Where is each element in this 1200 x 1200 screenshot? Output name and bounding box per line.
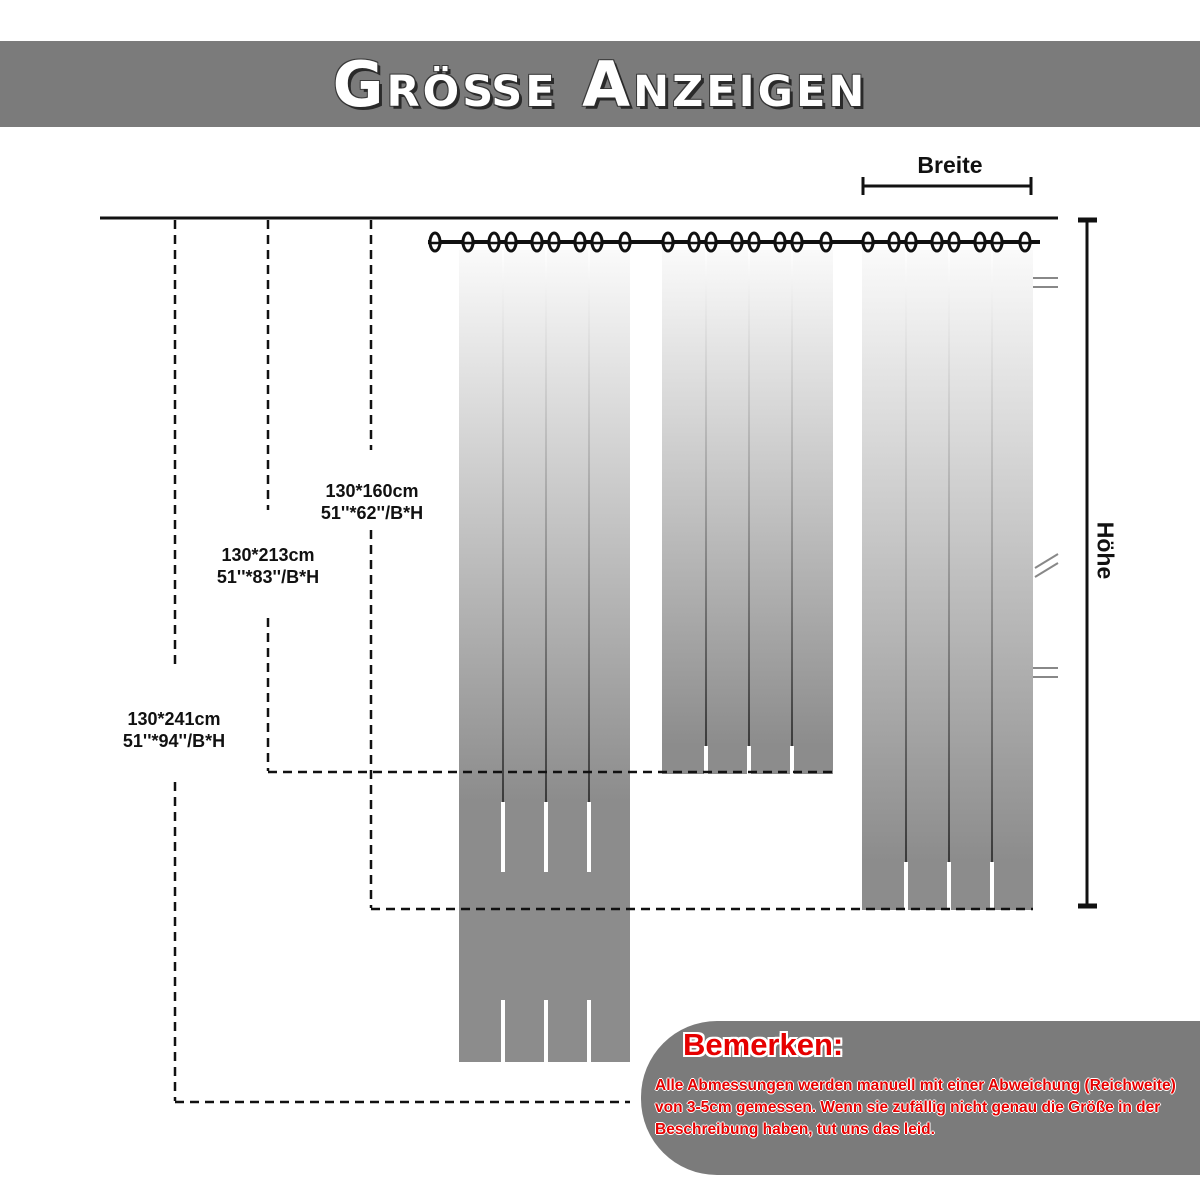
curtain-medium [662, 250, 833, 874]
note-text: Alle Abmessungen werden manuell mit einer Abweichung (Reichweite) von 3-5cm gemessen. Wenn sie zufällig nicht genau die Größe in der Beschreibung haben, tut uns das leid. [655, 1077, 1176, 1138]
width-label: Breite [917, 152, 983, 178]
size-241-inch: 51''*94''/B*H [122, 731, 226, 751]
curtain-long [459, 250, 630, 1062]
note-box [641, 1021, 1200, 1175]
page-title: Größe Anzeigen [332, 47, 868, 121]
size-label-213 [198, 544, 338, 588]
note-title: Bemerken: [683, 1027, 844, 1062]
size-label-241 [104, 708, 244, 752]
size-160-cm: 130*160cm [325, 481, 419, 501]
height-label: Höhe [1092, 521, 1119, 580]
wall-marks [1033, 278, 1058, 677]
size-label-160 [302, 480, 442, 524]
size-241-cm: 130*241cm [127, 709, 221, 729]
size-213-inch: 51''*83''/B*H [216, 567, 320, 587]
curtain-short [862, 250, 1033, 910]
width-bracket [863, 177, 1031, 195]
size-160-inch: 51''*62''/B*H [320, 503, 424, 523]
size-213-cm: 130*213cm [221, 545, 315, 565]
